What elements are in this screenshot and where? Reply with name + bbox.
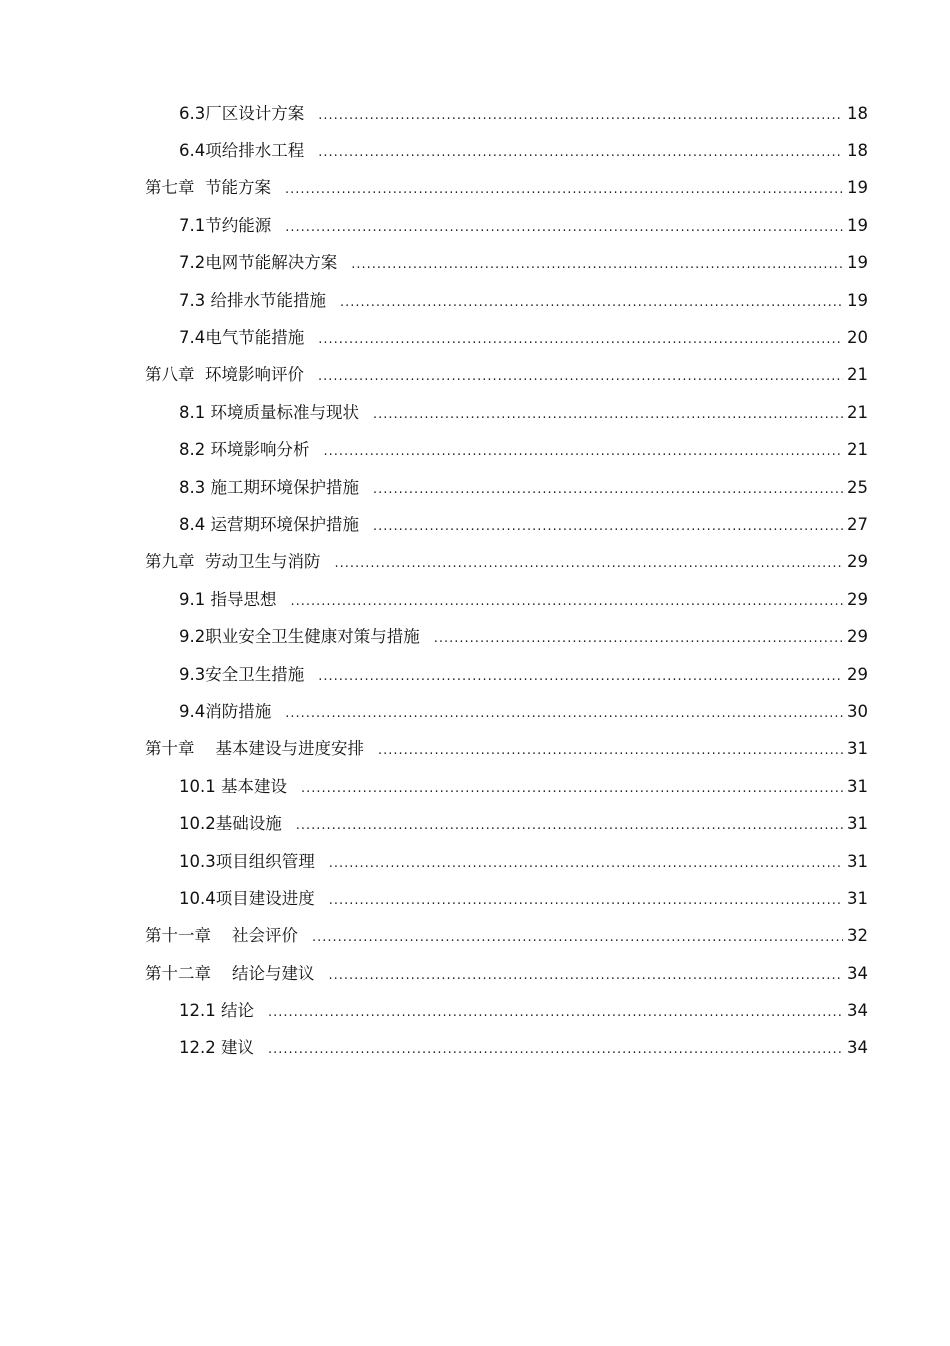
toc-page-number: 32 — [847, 926, 868, 946]
toc-section-entry[interactable] — [0, 506, 950, 543]
toc-page-number: 34 — [847, 963, 868, 983]
toc-entry-title: 电网节能解决方案 — [205, 253, 338, 273]
toc-entry-title: 指导思想 — [210, 589, 277, 609]
toc-entry-number: 第十二章 — [145, 963, 211, 983]
toc-dot-leader — [434, 629, 843, 649]
toc-chapter-entry[interactable] — [0, 170, 950, 207]
toc-entry-number: 12.2 — [179, 1038, 216, 1058]
toc-dot-leader — [328, 966, 843, 986]
toc-section-entry[interactable] — [0, 469, 950, 506]
toc-page-number: 19 — [847, 178, 868, 198]
toc-section-entry[interactable] — [0, 805, 950, 842]
toc-entry-title: 基础设施 — [215, 814, 282, 834]
toc-dot-leader — [285, 218, 843, 238]
toc-dot-leader — [318, 330, 843, 350]
toc-page-number: 18 — [847, 103, 868, 123]
toc-section-entry[interactable] — [0, 282, 950, 319]
toc-entry-number: 8.1 — [179, 402, 206, 422]
toc-page-number: 29 — [847, 627, 868, 647]
toc-entry-number: 8.4 — [179, 514, 206, 534]
toc-entry-title: 基本建设与进度安排 — [215, 739, 364, 759]
toc-entry-title: 职业安全卫生健康对策与措施 — [205, 627, 420, 647]
toc-entry-title: 消防措施 — [205, 701, 272, 721]
toc-dot-leader — [268, 1003, 843, 1023]
toc-chapter-entry[interactable] — [0, 918, 950, 955]
toc-page-number: 19 — [847, 253, 868, 273]
toc-entry-title: 劳动卫生与消防 — [205, 552, 321, 572]
toc-page-number: 21 — [847, 440, 868, 460]
toc-section-entry[interactable] — [0, 880, 950, 917]
toc-section-entry[interactable] — [0, 319, 950, 356]
toc-page-number: 18 — [847, 141, 868, 161]
toc-entry-number: 7.1 — [179, 215, 206, 235]
toc-entry-title: 项目组织管理 — [215, 851, 315, 871]
toc-page-number: 31 — [847, 739, 868, 759]
toc-section-entry[interactable] — [0, 618, 950, 655]
toc-entry-separator — [195, 365, 206, 385]
toc-entry-number: 第七章 — [145, 178, 195, 198]
toc-page-number: 31 — [847, 888, 868, 908]
toc-page-number: 31 — [847, 776, 868, 796]
toc-dot-leader — [291, 592, 844, 612]
toc-chapter-entry[interactable] — [0, 544, 950, 581]
toc-chapter-entry[interactable] — [0, 357, 950, 394]
toc-entry-title: 环境影响分析 — [210, 440, 310, 460]
toc-entry-number: 8.2 — [179, 440, 206, 460]
toc-page-number: 20 — [847, 328, 868, 348]
toc-section-entry[interactable] — [0, 656, 950, 693]
toc-dot-leader — [318, 667, 843, 687]
toc-entry-title: 项给排水工程 — [205, 141, 305, 161]
toc-entry-title: 节能方案 — [205, 178, 271, 198]
toc-entry-title: 环境质量标准与现状 — [210, 402, 359, 422]
toc-entry-number: 7.4 — [179, 328, 206, 348]
toc-page-number: 31 — [847, 814, 868, 834]
toc-entry-separator — [195, 178, 206, 198]
toc-entry-title: 施工期环境保护措施 — [210, 477, 359, 497]
toc-chapter-entry[interactable] — [0, 731, 950, 768]
toc-section-entry[interactable] — [0, 207, 950, 244]
toc-dot-leader — [324, 442, 844, 462]
toc-page-number: 29 — [847, 589, 868, 609]
toc-dot-leader — [318, 367, 843, 387]
toc-dot-leader — [335, 554, 844, 574]
toc-entry-title: 运营期环境保护措施 — [210, 514, 359, 534]
toc-entry-number: 9.2 — [179, 627, 206, 647]
toc-entry-number: 10.3 — [179, 851, 216, 871]
toc-page-number: 19 — [847, 290, 868, 310]
toc-entry-number: 9.4 — [179, 701, 206, 721]
toc-section-entry[interactable] — [0, 245, 950, 282]
toc-dot-leader — [296, 816, 843, 836]
toc-entry-number: 第十章 — [145, 739, 195, 759]
toc-section-entry[interactable] — [0, 132, 950, 169]
toc-page-number: 29 — [847, 552, 868, 572]
toc-entry-number: 第九章 — [145, 552, 195, 572]
toc-entry-title: 社会评价 — [231, 926, 298, 946]
toc-entry-number: 10.2 — [179, 814, 216, 834]
toc-page-number: 27 — [847, 514, 868, 534]
toc-entry-title: 节约能源 — [205, 215, 272, 235]
toc-entry-title: 项目建设进度 — [215, 888, 315, 908]
toc-entry-title: 结论 — [221, 1001, 254, 1021]
toc-section-entry[interactable] — [0, 95, 950, 132]
toc-entry-title: 安全卫生措施 — [205, 664, 305, 684]
toc-page-number: 29 — [847, 664, 868, 684]
toc-entry-separator — [195, 739, 216, 759]
toc-section-entry[interactable] — [0, 843, 950, 880]
toc-dot-leader — [301, 779, 843, 799]
toc-chapter-entry[interactable] — [0, 955, 950, 992]
toc-dot-leader — [329, 854, 843, 874]
toc-dot-leader — [312, 928, 843, 948]
toc-entry-number: 12.1 — [179, 1001, 216, 1021]
toc-entry-title: 建议 — [221, 1038, 254, 1058]
toc-section-entry[interactable] — [0, 992, 950, 1029]
toc-page-number: 31 — [847, 851, 868, 871]
toc-page-number: 30 — [847, 701, 868, 721]
toc-section-entry[interactable] — [0, 432, 950, 469]
toc-dot-leader — [373, 517, 843, 537]
toc-page-number: 25 — [847, 477, 868, 497]
toc-section-entry[interactable] — [0, 693, 950, 730]
toc-entry-number: 第十一章 — [145, 926, 211, 946]
toc-dot-leader — [373, 405, 843, 425]
table-of-contents — [0, 95, 950, 1067]
toc-page-number: 34 — [847, 1038, 868, 1058]
toc-dot-leader — [318, 143, 843, 163]
toc-dot-leader — [340, 293, 843, 313]
toc-dot-leader — [329, 891, 843, 911]
toc-entry-number: 10.1 — [179, 776, 216, 796]
toc-entry-title: 电气节能措施 — [205, 328, 305, 348]
toc-page-number: 34 — [847, 1001, 868, 1021]
toc-entry-title: 厂区设计方案 — [205, 103, 305, 123]
toc-entry-number: 第八章 — [145, 365, 195, 385]
toc-entry-title: 结论与建议 — [231, 963, 315, 983]
toc-dot-leader — [318, 106, 843, 126]
toc-page-number: 19 — [847, 215, 868, 235]
toc-page-number: 21 — [847, 402, 868, 422]
toc-entry-number: 9.3 — [179, 664, 206, 684]
toc-page-number: 21 — [847, 365, 868, 385]
toc-entry-separator — [195, 552, 206, 572]
toc-section-entry[interactable] — [0, 768, 950, 805]
toc-entry-number: 7.3 — [179, 290, 206, 310]
toc-dot-leader — [285, 180, 843, 200]
toc-dot-leader — [285, 704, 843, 724]
toc-entry-number: 6.4 — [179, 141, 206, 161]
toc-dot-leader — [268, 1040, 843, 1060]
toc-entry-title: 环境影响评价 — [205, 365, 304, 385]
toc-dot-leader — [373, 480, 843, 500]
toc-entry-number: 6.3 — [179, 103, 206, 123]
toc-section-entry[interactable] — [0, 581, 950, 618]
toc-entry-number: 9.1 — [179, 589, 206, 609]
toc-entry-title: 基本建设 — [221, 776, 287, 796]
toc-dot-leader — [351, 255, 843, 275]
toc-section-entry[interactable] — [0, 1030, 950, 1067]
toc-entry-title: 给排水节能措施 — [210, 290, 326, 310]
toc-entry-separator — [211, 926, 232, 946]
toc-section-entry[interactable] — [0, 394, 950, 431]
toc-entry-number: 8.3 — [179, 477, 206, 497]
toc-entry-number: 7.2 — [179, 253, 206, 273]
toc-dot-leader — [378, 741, 843, 761]
toc-entry-number: 10.4 — [179, 888, 216, 908]
toc-entry-separator — [211, 964, 232, 984]
